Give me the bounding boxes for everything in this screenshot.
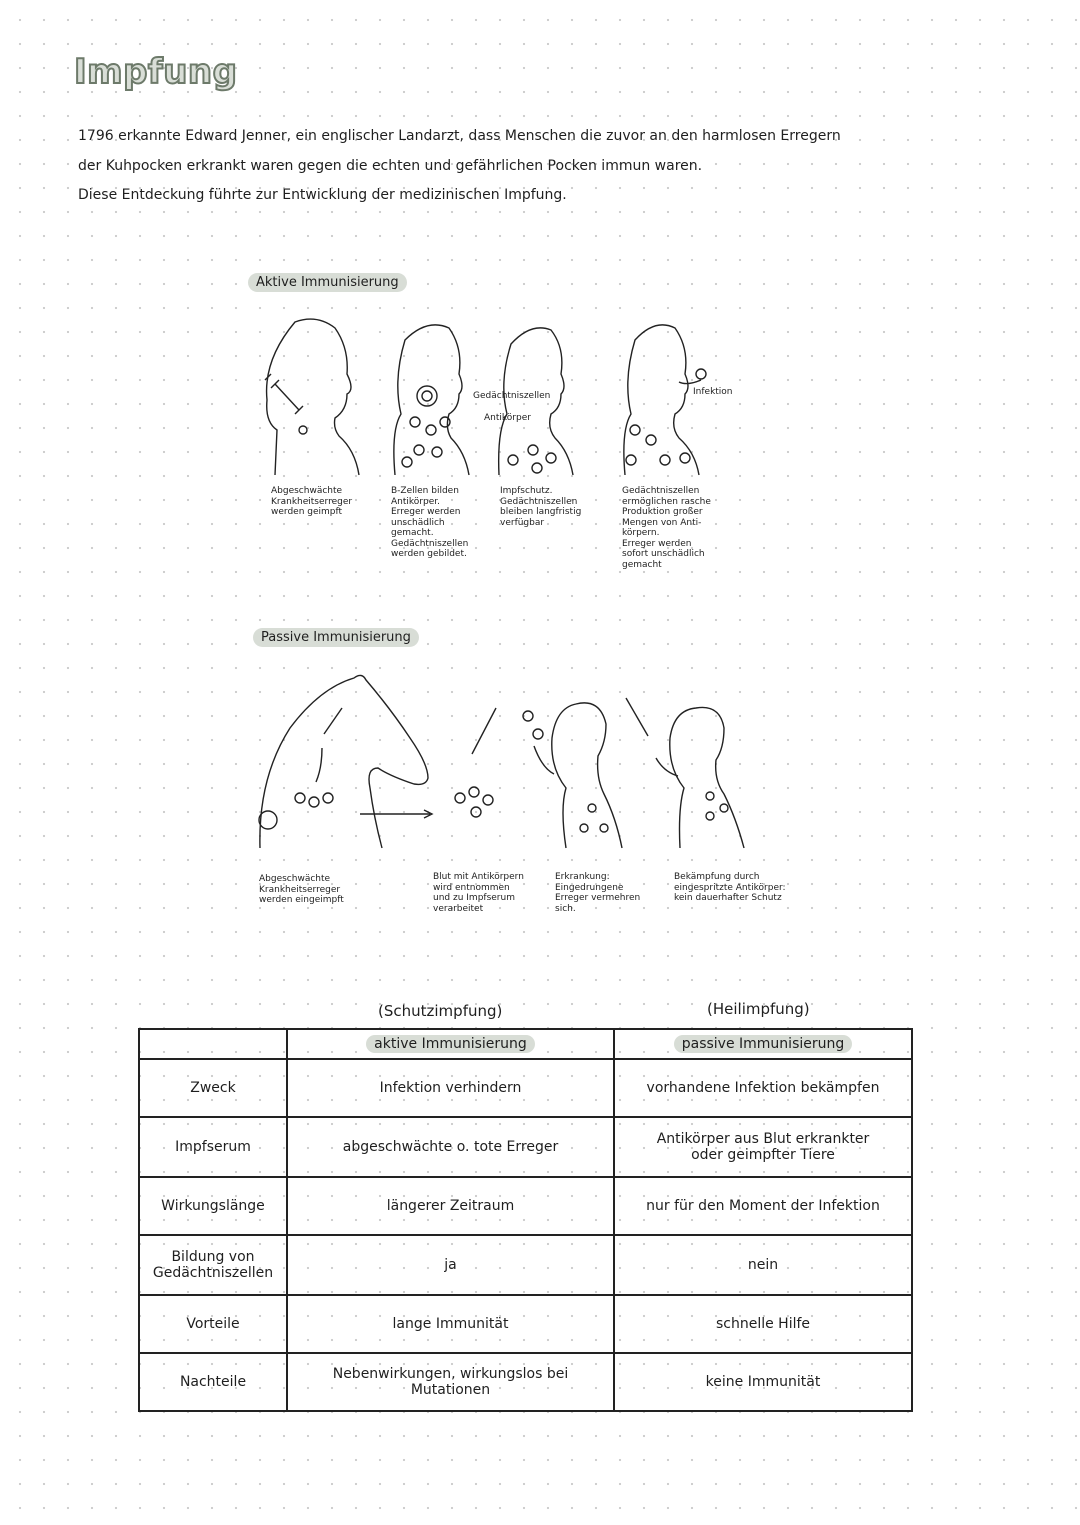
row-label: Nachteile: [139, 1353, 287, 1411]
arrow-icon: [360, 810, 432, 818]
passive-caption-3: Erkrankung: Eingedrungene Erreger vermehren sich.: [555, 872, 641, 914]
syringe-icon: [455, 708, 496, 817]
active-caption-3: Impfschutz. Gedächtniszellen bleiben langfristig verfügbar: [500, 486, 582, 528]
table-header-empty: [139, 1029, 287, 1059]
page-title: Impfung: [74, 52, 238, 92]
person-2-illustration: [394, 325, 469, 475]
intro-line-1: 1796 erkannte Edward Jenner, ein englischer Landarzt, dass Menschen die zuvor an den harmlosen Erregern: [78, 128, 841, 144]
active-subhead: (Schutzimpfung): [378, 1002, 503, 1020]
person-3-illustration: [499, 328, 573, 475]
active-caption-1: Abgeschwächte Krankheitserreger werden geimpft: [271, 486, 353, 517]
passive-cell: Antikörper aus Blut erkrankter oder geimpfter Tiere: [614, 1117, 912, 1177]
active-cell: abgeschwächte o. tote Erreger: [287, 1117, 614, 1177]
passive-cell: vorhandene Infektion bekämpfen: [614, 1059, 912, 1117]
row-label: Zweck: [139, 1059, 287, 1117]
person-6-illustration: [626, 698, 744, 848]
row-label: Impfserum: [139, 1117, 287, 1177]
memory-cells-label: Gedächtniszellen: [473, 391, 551, 401]
passive-heading: Passive Immunisierung: [253, 628, 419, 647]
passive-cell: schnelle Hilfe: [614, 1295, 912, 1353]
comparison-table: [138, 1028, 913, 1412]
table-header-row: [139, 1029, 912, 1059]
intro-line-3: Diese Entdeckung führte zur Entwicklung der medizinischen Impfung.: [78, 187, 567, 203]
table-row: [139, 1353, 912, 1411]
table-header-passive: passive Immunisierung: [614, 1029, 912, 1059]
active-cell: ja: [287, 1235, 614, 1295]
row-label: Vorteile: [139, 1295, 287, 1353]
active-caption-2: B-Zellen bilden Antikörper. Erreger werden unschädlich gemacht. Gedächtniszellen werden gebildet.: [391, 486, 469, 559]
table-row: [139, 1059, 912, 1117]
active-cell: Infektion verhindern: [287, 1059, 614, 1117]
passive-caption-1: Abgeschwächte Krankheitserreger werden eingeimpft: [259, 874, 344, 905]
passive-cell: nein: [614, 1235, 912, 1295]
passive-caption-2: Blut mit Antikörpern wird entnommen und zu Impfserum verarbeitet: [433, 872, 524, 914]
antibodies-label: Antikörper: [484, 413, 531, 423]
active-cell: Nebenwirkungen, wirkungslos bei Mutationen: [287, 1353, 614, 1411]
passive-cell: keine Immunität: [614, 1353, 912, 1411]
passive-cell: nur für den Moment der Infektion: [614, 1177, 912, 1235]
row-label: Bildung von Gedächtniszellen: [139, 1235, 287, 1295]
active-caption-4: Gedächtniszellen ermöglichen rasche Produktion großer Mengen von Anti- körpern. Erreger werden sofort unschädlich gemacht: [622, 486, 711, 570]
row-label: Wirkungslänge: [139, 1177, 287, 1235]
horse-illustration: [259, 675, 428, 848]
person-4-illustration: [624, 325, 706, 475]
table-row: [139, 1177, 912, 1235]
active-cell: längerer Zeitraum: [287, 1177, 614, 1235]
passive-figure: [250, 668, 810, 858]
table-row: [139, 1117, 912, 1177]
active-heading: Aktive Immunisierung: [248, 273, 407, 292]
intro-line-2: der Kuhpocken erkrankt waren gegen die echten und gefährlichen Pocken immun waren.: [78, 158, 703, 174]
person-5-illustration: [523, 703, 622, 848]
table-header-active: aktive Immunisierung: [287, 1029, 614, 1059]
table-row: [139, 1295, 912, 1353]
passive-subhead: (Heilimpfung): [707, 1000, 810, 1018]
infection-label: Infektion: [693, 387, 733, 397]
passive-caption-4: Bekämpfung durch eingespritzte Antikörper: kein dauerhafter Schutz: [674, 872, 786, 903]
active-cell: lange Immunität: [287, 1295, 614, 1353]
table-row: [139, 1235, 912, 1295]
person-1-illustration: [267, 319, 359, 475]
